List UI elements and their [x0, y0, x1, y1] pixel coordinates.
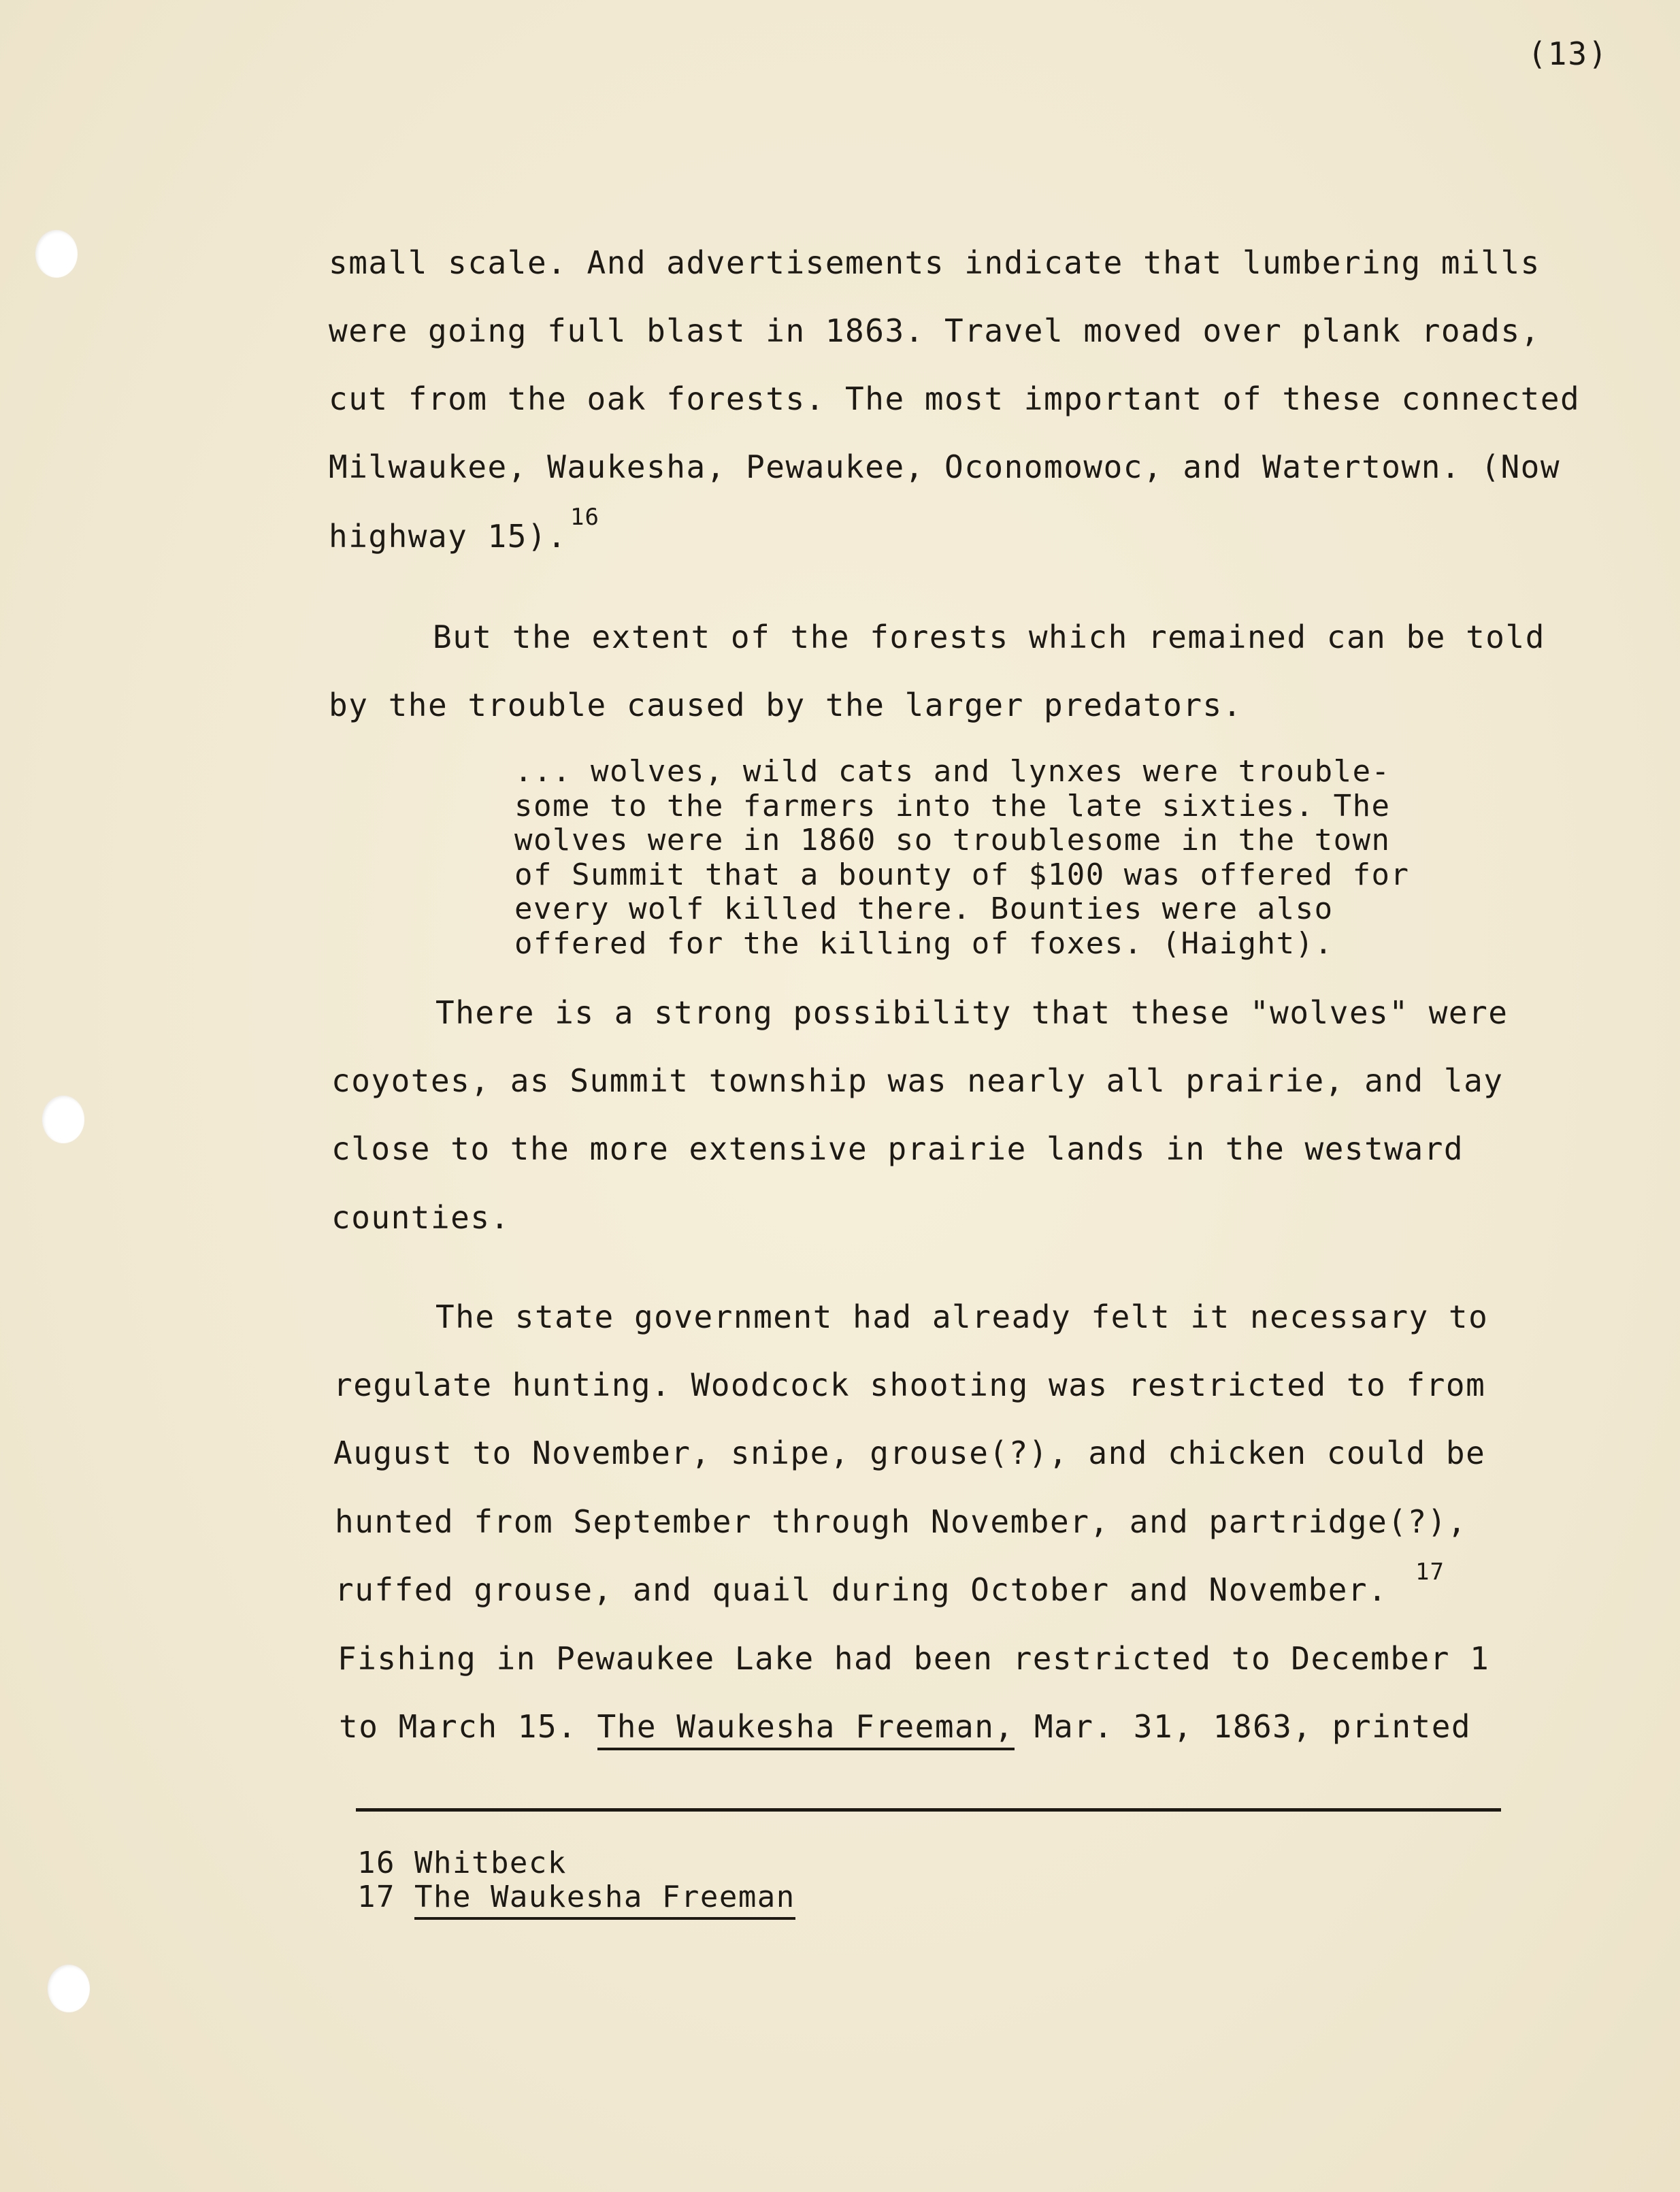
punch-hole-bottom [48, 1965, 90, 2012]
body-line: small scale. And advertisements indicate that lumbering mills [329, 244, 1541, 281]
body-line: were going full blast in 1863. Travel moved over plank roads, [329, 312, 1541, 349]
page-number: (13) [1528, 35, 1609, 72]
quote-line: some to the farmers into the late sixties. The [514, 789, 1391, 823]
footnote-divider [356, 1808, 1501, 1812]
body-line: hunted from September through November, and partridge(?), [335, 1503, 1468, 1540]
footnote-number: 17 [357, 1880, 395, 1914]
punch-hole-middle [42, 1096, 84, 1143]
quote-line: wolves were in 1860 so troublesome in the town [514, 823, 1391, 857]
quote-line: offered for the killing of foxes. (Haight). [514, 926, 1334, 961]
footnote-17 [357, 1882, 795, 1912]
footnote-ref-16: 16 [570, 504, 599, 531]
newspaper-title: The Waukesha Freeman, [597, 1708, 1015, 1750]
body-line: There is a strong possibility that these "wolves" were [435, 994, 1509, 1031]
quote-line: every wolf killed there. Bounties were also [514, 891, 1334, 926]
body-line: ruffed grouse, and quail during October and November. [335, 1571, 1388, 1608]
footnote-text: Whitbeck [414, 1846, 567, 1880]
body-line: close to the more extensive prairie lands in the westward [331, 1130, 1464, 1167]
body-line: Milwaukee, Waukesha, Pewaukee, Oconomowoc, and Watertown. (Now [329, 448, 1561, 485]
footnote-number: 16 [357, 1846, 395, 1880]
body-line: August to November, snipe, grouse(?), and chicken could be [333, 1435, 1486, 1471]
body-line: highway 15). [329, 518, 567, 555]
punch-hole-top [35, 230, 78, 278]
body-line-with-title [339, 1708, 1472, 1745]
body-line: coyotes, as Summit township was nearly all prairie, and lay [331, 1062, 1504, 1099]
body-line: regulate hunting. Woodcock shooting was restricted to from [333, 1367, 1486, 1403]
body-line: counties. [331, 1199, 510, 1236]
quote-line: of Summit that a bounty of $100 was offered for [514, 857, 1410, 892]
text-segment: Mar. 31, 1863, printed [1014, 1708, 1472, 1745]
footnote-text: The Waukesha Freeman [414, 1880, 795, 1920]
quote-line: ... wolves, wild cats and lynxes were trouble- [514, 754, 1391, 789]
text-segment: to March 15. [339, 1708, 597, 1745]
body-line: by the trouble caused by the larger predators. [329, 687, 1242, 723]
body-line: Fishing in Pewaukee Lake had been restricted to December 1 [337, 1640, 1490, 1677]
footnote-16 [357, 1848, 567, 1878]
body-line: The state government had already felt it necessary to [435, 1298, 1489, 1335]
footnote-ref-17: 17 [1415, 1558, 1445, 1586]
body-line: But the extent of the forests which remained can be told [433, 619, 1545, 655]
body-line: cut from the oak forests. The most important of these connected [329, 380, 1581, 417]
